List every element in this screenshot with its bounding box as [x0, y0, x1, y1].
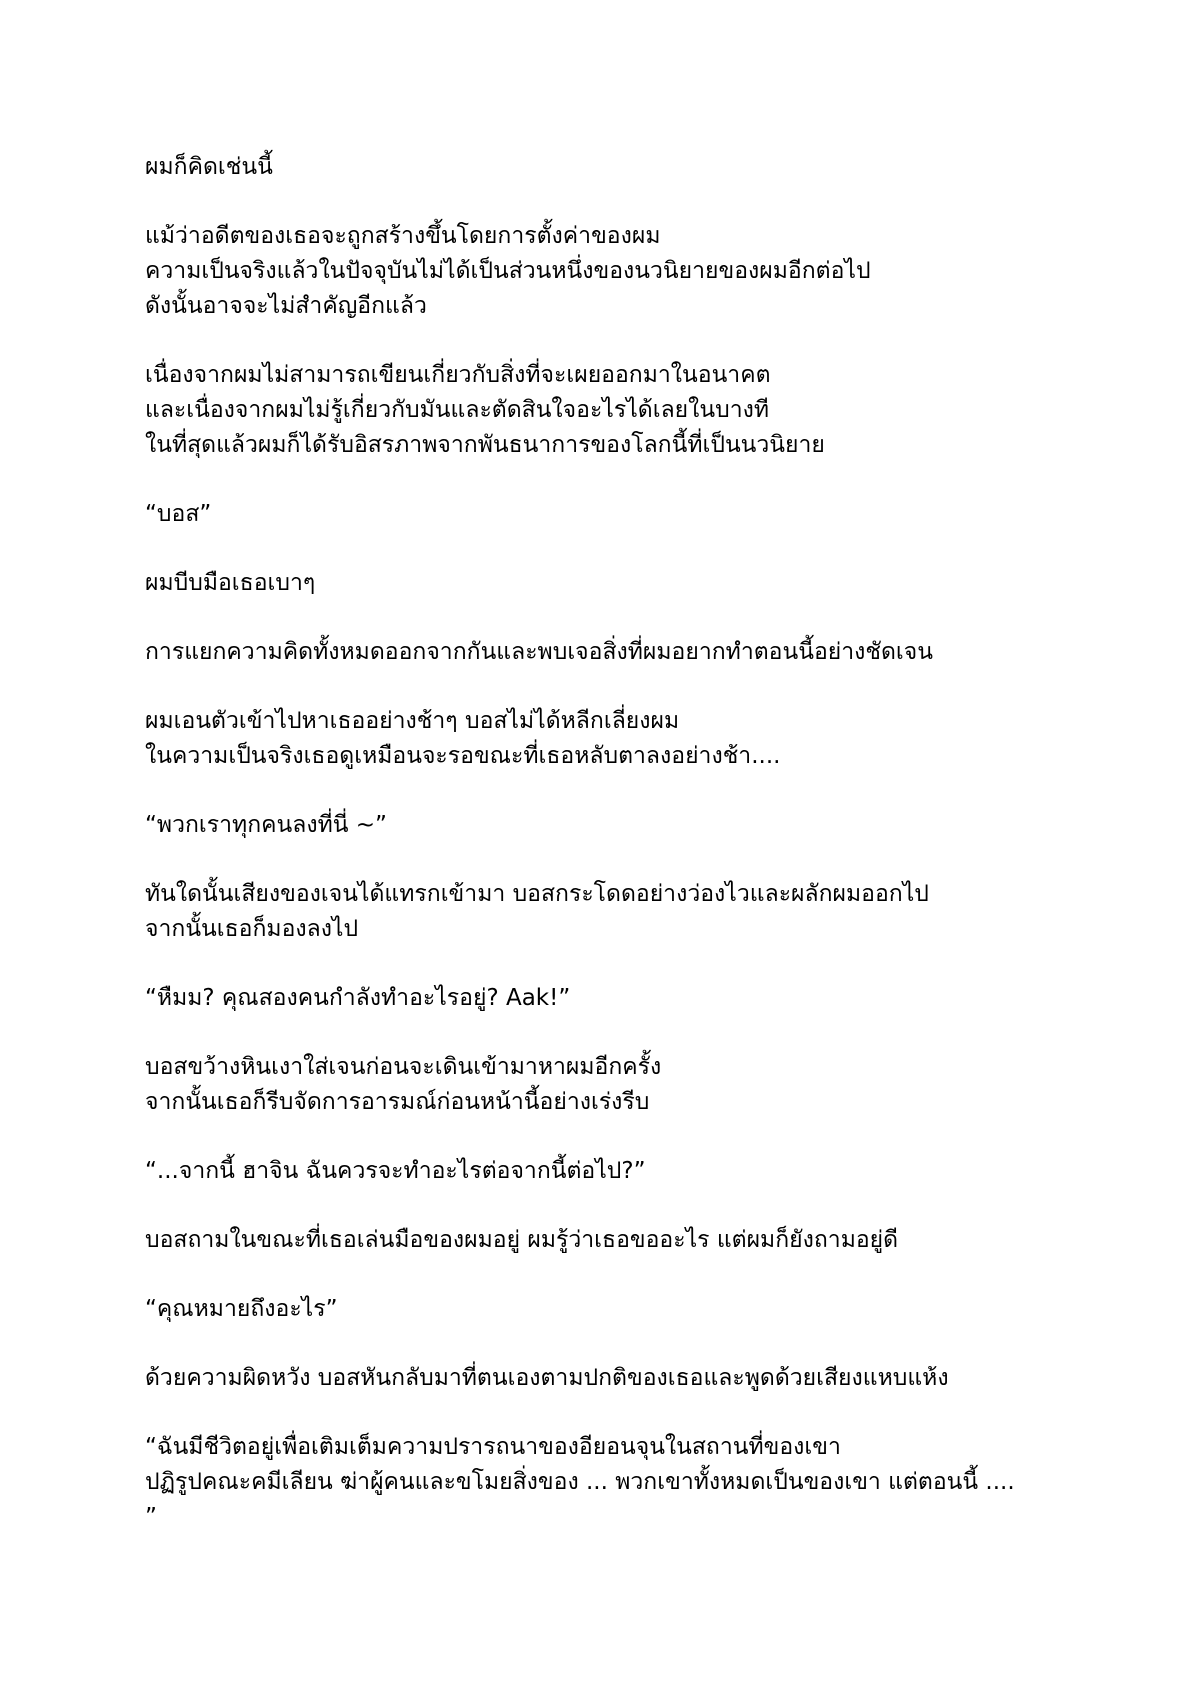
- text-line: แม้ว่าอดีตของเธอจะถูกสร้างขึ้นโดยการตั้งค่าของผม: [145, 223, 661, 249]
- text-line: ดังนั้นอาจจะไม่สำคัญอีกแล้ว: [145, 293, 427, 319]
- text-line: “หืมม? คุณสองคนกำลังทำอะไรอยู่? Aak!”: [145, 985, 571, 1011]
- text-line: ”: [145, 1504, 157, 1530]
- text-line: จากนั้นเธอก็มองลงไป: [145, 916, 359, 942]
- paragraph: [145, 219, 1105, 324]
- text-line: และเนื่องจากผมไม่รู้เกี่ยวกับมันและตัดสินใจอะไรได้เลยในบางที: [145, 397, 770, 423]
- text-line: “บอส”: [145, 501, 212, 527]
- text-line: ในความเป็นจริงเธอดูเหมือนจะรอขณะที่เธอหลับตาลงอย่างช้า....: [145, 743, 781, 769]
- text-line: ผมเอนตัวเข้าไปหาเธออย่างช้าๆ บอสไม่ได้หลีกเลี่ยงผม: [145, 708, 680, 734]
- paragraph: [145, 877, 1105, 947]
- text-line: บอสขว้างหินเงาใส่เจนก่อนจะเดินเข้ามาหาผมอีกครั้ง: [145, 1054, 662, 1080]
- paragraph: [145, 1050, 1105, 1120]
- text-line: “พวกเราทุกคนลงที่นี่ ~”: [145, 812, 387, 838]
- text-line: “...จากนี้ ฮาจิน ฉันควรจะทำอะไรต่อจากนี้ต่อไป?”: [145, 1158, 646, 1184]
- paragraph: [145, 1223, 1105, 1258]
- paragraph: [145, 704, 1105, 774]
- paragraph: [145, 150, 1105, 185]
- text-line: ในที่สุดแล้วผมก็ได้รับอิสรภาพจากพันธนาการของโลกนี้ที่เป็นนวนิยาย: [145, 432, 825, 458]
- text-line: ด้วยความผิดหวัง บอสหันกลับมาที่ตนเองตามปกติของเธอและพูดด้วยเสียงแหบแห้ง: [145, 1365, 949, 1391]
- text-line: จากนั้นเธอก็รีบจัดการอารมณ์ก่อนหน้านี้อย่างเร่งรีบ: [145, 1089, 650, 1115]
- text-line: บอสถามในขณะที่เธอเล่นมือของผมอยู่ ผมรู้ว่าเธอขออะไร แต่ผมก็ยังถามอยู่ดี: [145, 1227, 899, 1253]
- text-line: การแยกความคิดทั้งหมดออกจากกันและพบเจอสิ่งที่ผมอยากทำตอนนี้อย่างชัดเจน: [145, 639, 933, 665]
- dialogue-paragraph: [145, 497, 1105, 532]
- paragraph: [145, 566, 1105, 601]
- text-line: “ฉันมีชีวิตอยู่เพื่อเติมเต็มความปรารถนาของอียอนจุนในสถานที่ของเขา: [145, 1434, 841, 1460]
- text-line: “คุณหมายถึงอะไร”: [145, 1296, 338, 1322]
- paragraph: [145, 358, 1105, 463]
- dialogue-paragraph: [145, 981, 1105, 1016]
- paragraph: [145, 635, 1105, 670]
- dialogue-paragraph: [145, 1430, 1105, 1535]
- dialogue-paragraph: [145, 808, 1105, 843]
- document-body: [145, 150, 1105, 1569]
- text-line: เนื่องจากผมไม่สามารถเขียนเกี่ยวกับสิ่งที่จะเผยออกมาในอนาคต: [145, 362, 771, 388]
- text-line: ความเป็นจริงแล้วในปัจจุบันไม่ได้เป็นส่วนหนึ่งของนวนิยายของผมอีกต่อไป: [145, 258, 871, 284]
- text-line: ทันใดนั้นเสียงของเจนได้แทรกเข้ามา บอสกระโดดอย่างว่องไวและผลักผมออกไป: [145, 881, 929, 907]
- text-line: ผมก็คิดเช่นนี้: [145, 154, 273, 180]
- text-line: ผมบีบมือเธอเบาๆ: [145, 570, 316, 596]
- paragraph: [145, 1361, 1105, 1396]
- dialogue-paragraph: [145, 1292, 1105, 1327]
- text-line: ปฏิรูปคณะคมีเลียน ฆ่าผู้คนและขโมยสิ่งของ ... พวกเขาทั้งหมดเป็นของเขา แต่ตอนนี้ ....: [145, 1469, 1015, 1495]
- dialogue-paragraph: [145, 1154, 1105, 1189]
